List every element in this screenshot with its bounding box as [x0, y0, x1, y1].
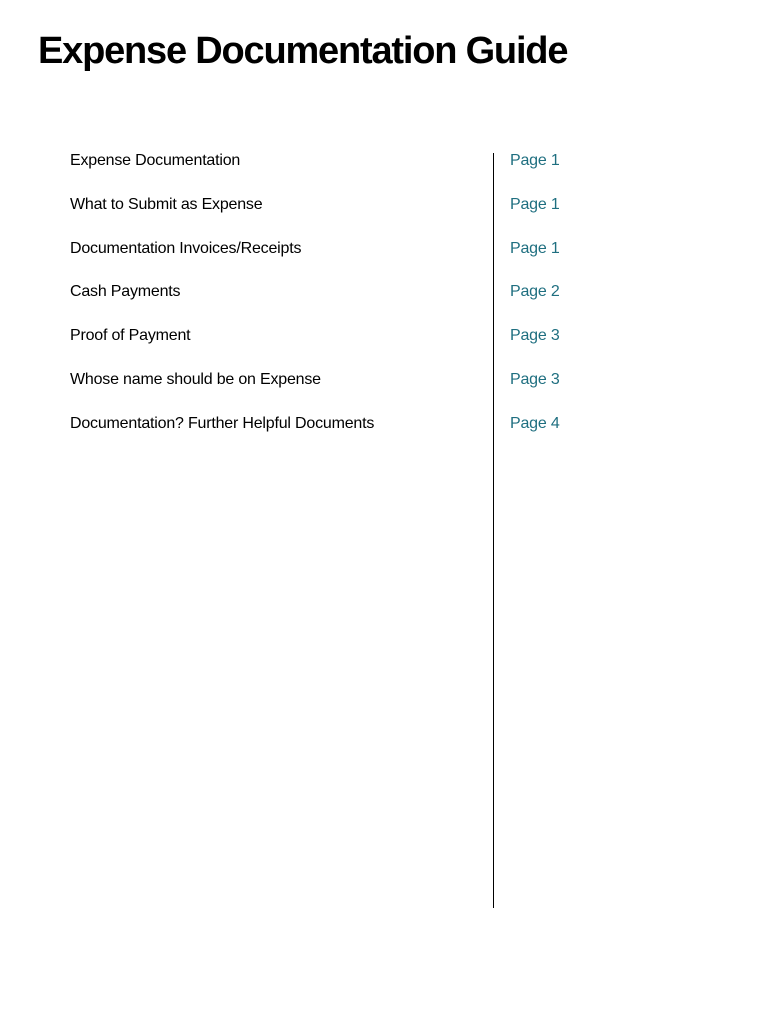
toc-entry-label: Whose name should be on Expense — [70, 370, 321, 388]
toc-entry — [70, 365, 630, 409]
toc-entry-label: Documentation Invoices/Receipts — [70, 239, 302, 257]
toc-page-link[interactable]: Page 1 — [510, 239, 560, 257]
toc-entry — [70, 234, 630, 278]
toc-entry — [70, 409, 630, 453]
toc-page-link[interactable]: Page 2 — [510, 283, 560, 301]
toc-entry — [70, 146, 630, 190]
document-title: Expense Documentation Guide — [38, 30, 568, 72]
table-of-contents — [70, 146, 630, 453]
toc-page-link[interactable]: Page 3 — [510, 370, 560, 388]
toc-page-link[interactable]: Page 1 — [510, 152, 560, 169]
toc-entry-label: Expense Documentation — [70, 152, 241, 169]
toc-page-link[interactable]: Page 3 — [510, 327, 560, 345]
toc-entry — [70, 321, 630, 365]
toc-entry-label: Cash Payments — [70, 283, 181, 301]
toc-page-link[interactable]: Page 4 — [510, 414, 560, 432]
toc-entry — [70, 190, 630, 234]
toc-entry-label: What to Submit as Expense — [70, 195, 263, 213]
toc-entry — [70, 277, 630, 321]
toc-page-link[interactable]: Page 1 — [510, 195, 560, 213]
toc-entry-label: Documentation? Further Helpful Documents — [70, 414, 375, 432]
toc-entry-label: Proof of Payment — [70, 327, 191, 345]
